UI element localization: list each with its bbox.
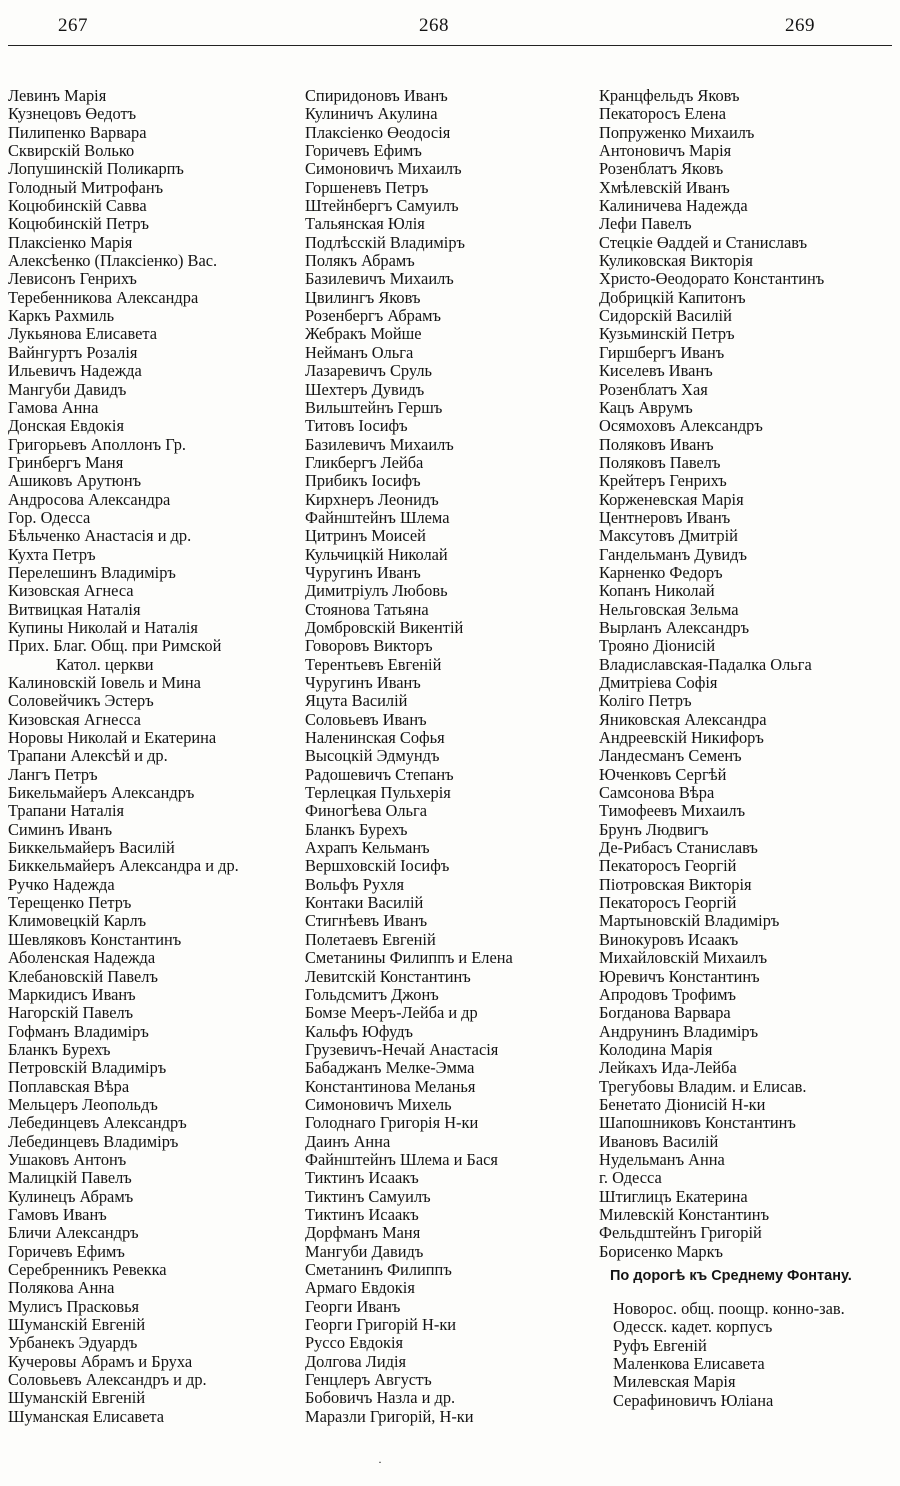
- footer-mark: ·: [378, 1455, 382, 1469]
- list-entry: Ахрапъ Кельманъ: [305, 838, 430, 858]
- list-entry: Кальфъ Юфудъ: [305, 1021, 414, 1041]
- list-entry: Кузнецовъ Өедотъ: [8, 104, 137, 124]
- list-entry: Шехтеръ Дувидъ: [305, 379, 425, 399]
- list-entry: Лукьянова Елисавета: [8, 324, 158, 344]
- list-entry: Нейманъ Ольга: [305, 342, 414, 362]
- list-entry: Карненко Федоръ: [599, 562, 723, 582]
- name-list-column-3-section: [613, 1300, 845, 1410]
- list-entry: Каркъ Рахмиль: [8, 306, 115, 326]
- list-entry: Корженевская Марія: [599, 489, 744, 509]
- list-entry: Мангуби Давидъ: [8, 379, 127, 399]
- list-entry: Гамовъ Иванъ: [8, 1204, 107, 1224]
- list-entry: Аболенская Надежда: [8, 948, 156, 968]
- list-entry: Юревичъ Константинъ: [599, 966, 760, 986]
- list-entry: Осямоховъ Александръ: [599, 416, 763, 436]
- list-entry: Радошевичъ Степанъ: [305, 764, 454, 784]
- list-entry: Гамова Анна: [8, 397, 99, 417]
- list-entry: Ушаковъ Антонъ: [8, 1149, 127, 1169]
- list-entry: Григорьевъ Аполлонъ Гр.: [8, 434, 186, 454]
- list-entry: Трегубовы Владим. и Елисав.: [599, 1076, 807, 1096]
- list-entry: Сметанинъ Филиппъ: [305, 1260, 452, 1279]
- list-entry: Штейнбергъ Самуилъ: [305, 196, 459, 216]
- list-entry: Грузевичъ-Нечай Анастасія: [305, 1039, 499, 1059]
- list-entry: Вырланъ Александръ: [599, 617, 750, 637]
- list-entry: Яниковская Александра: [599, 709, 767, 729]
- list-entry: Лейкахъ Ида-Лейба: [599, 1058, 737, 1078]
- list-entry: Вершховскій Іосифъ: [305, 856, 450, 876]
- list-entry: Терентьевъ Евгеній: [305, 654, 442, 674]
- list-entry: Ашиковъ Арутюнъ: [8, 471, 142, 491]
- list-entry: Кирхнеръ Леонидъ: [305, 489, 439, 509]
- list-entry: Симоновичъ Михель: [305, 1094, 452, 1114]
- list-entry: Левисонъ Генрихъ: [8, 269, 137, 289]
- page-number-center: 268: [419, 15, 449, 36]
- list-entry: Высоцкій Эдмундъ: [305, 746, 440, 766]
- list-entry: Даинъ Анна: [305, 1131, 391, 1151]
- list-entry: Петровскій Владиміръ: [8, 1058, 167, 1078]
- list-entry: Горичевъ Ефимъ: [305, 141, 422, 161]
- list-entry: Лебединцевъ Александръ: [8, 1113, 187, 1133]
- list-entry: Лефи Павелъ: [599, 214, 692, 234]
- list-entry: Бенетато Діонисій Н-ки: [599, 1094, 766, 1114]
- list-entry: Кузьминскій Петръ: [599, 324, 735, 344]
- list-entry: Титовъ Іосифъ: [305, 416, 408, 436]
- list-entry: Тиктинъ Исаакъ: [305, 1204, 419, 1224]
- list-entry: Гор. Одесса: [8, 507, 91, 527]
- name-list-column-3: [599, 87, 824, 1261]
- list-entry: Горичевъ Ефимъ: [8, 1241, 125, 1261]
- list-entry: Полетаевъ Евгеній: [305, 929, 436, 949]
- list-entry: Руссо Евдокія: [305, 1333, 404, 1353]
- list-entry: Норовы Николай и Екатерина: [8, 728, 217, 748]
- list-entry: Жебракъ Мойше: [305, 324, 422, 344]
- list-entry: Шевляковъ Константинъ: [8, 929, 182, 949]
- list-entry: Файнштейнъ Шлема: [305, 507, 450, 527]
- list-entry: Лангъ Петръ: [8, 764, 98, 784]
- list-entry: Кулинецъ Абрамъ: [8, 1186, 134, 1206]
- list-entry: Ландесманъ Семенъ: [599, 746, 742, 766]
- list-entry: Тальянская Юлія: [305, 214, 425, 234]
- header-rule: [8, 45, 892, 46]
- name-list-column-2: [305, 87, 513, 1426]
- list-entry: Кранцфельдъ Яковъ: [599, 86, 740, 105]
- list-entry: Крейтеръ Генрихъ: [599, 471, 727, 491]
- list-entry: Гандельманъ Дувидъ: [599, 544, 747, 564]
- list-entry: Георги Григорій Н-ки: [305, 1315, 457, 1335]
- list-entry: Апродовъ Трофимъ: [599, 984, 736, 1004]
- list-entry: Контаки Василій: [305, 893, 424, 913]
- list-entry: Маркидисъ Иванъ: [8, 984, 136, 1004]
- page-number-left: 267: [58, 15, 88, 36]
- list-entry: Финогѣева Ольга: [305, 801, 427, 821]
- list-entry: Бѣльченко Анастасія и др.: [8, 526, 192, 546]
- list-entry: Брунъ Людвигъ: [599, 819, 709, 839]
- list-entry: Андросова Александра: [8, 489, 171, 509]
- list-entry: Купины Николай и Наталія: [8, 617, 198, 637]
- list-entry: Дмитріева Софія: [599, 673, 718, 692]
- list-entry: Стигнѣевъ Иванъ: [305, 911, 428, 931]
- list-entry: Вольфъ Рухля: [305, 874, 404, 894]
- page-number-right: 269: [785, 15, 815, 36]
- list-entry: Соловьевъ Иванъ: [305, 709, 427, 729]
- list-entry: Добрицкій Капитонъ: [599, 287, 746, 307]
- list-entry: Киселевъ Иванъ: [599, 361, 713, 381]
- list-entry: Генцлеръ Августъ: [305, 1370, 432, 1390]
- list-entry: Лебединцевъ Владиміръ: [8, 1131, 179, 1151]
- list-entry: Куликовская Викторія: [599, 251, 753, 271]
- list-entry: Яцута Василій: [305, 691, 408, 711]
- list-entry: Антоновичъ Марія: [599, 141, 732, 161]
- list-entry: Розенблатъ Яковъ: [599, 159, 724, 179]
- list-entry: Плаксіенко Өеодосія: [305, 122, 451, 142]
- list-entry: Урбанекъ Эдуардъ: [8, 1333, 138, 1353]
- list-entry: Биккельмайеръ Александра и др.: [8, 856, 239, 876]
- list-entry: Гликбергъ Лейба: [305, 452, 424, 472]
- list-entry: Прибикъ Іосифъ: [305, 471, 421, 491]
- list-entry: Цвилингъ Яковъ: [305, 287, 421, 307]
- list-entry: Наленинская Софья: [305, 728, 445, 748]
- list-entry: Гофманъ Владиміръ: [8, 1021, 149, 1041]
- list-entry: Руфъ Евгеній: [613, 1335, 707, 1355]
- list-entry: Димитріулъ Любовь: [305, 581, 448, 601]
- list-entry: Розенблатъ Хая: [599, 379, 708, 399]
- list-entry: Фельдштейнъ Григорій: [599, 1223, 762, 1243]
- list-entry: Кизовская Агнесса: [8, 709, 141, 729]
- list-entry: Файнштейнъ Шлема и Бася: [305, 1149, 498, 1169]
- list-entry: Говоровъ Викторъ: [305, 636, 433, 656]
- list-entry: Поляковъ Павелъ: [599, 452, 721, 472]
- list-entry: Симоновичъ Михаилъ: [305, 159, 462, 179]
- list-entry: Голоднаго Григорія Н-ки: [305, 1113, 479, 1133]
- list-entry: Максутовъ Дмитрій: [599, 526, 738, 546]
- list-entry: Терещенко Петръ: [8, 893, 132, 913]
- list-entry: Армаго Евдокія: [305, 1278, 415, 1298]
- list-entry: Бобовичъ Назла и др.: [305, 1388, 456, 1408]
- list-entry: Самсонова Вѣра: [599, 783, 715, 803]
- list-entry: Нагорскій Павелъ: [8, 1003, 134, 1023]
- list-entry: Піотровская Викторія: [599, 874, 752, 894]
- list-entry: Розенбергъ Абрамъ: [305, 306, 441, 326]
- list-entry: Катол. церкви: [56, 654, 154, 674]
- list-entry: Биккельмайеръ Василій: [8, 838, 175, 858]
- list-entry: Тиктинъ Исаакъ: [305, 1168, 419, 1188]
- list-entry: Базилевичъ Михаилъ: [305, 434, 454, 454]
- list-entry: Калиновскій Іовель и Мина: [8, 673, 201, 692]
- list-entry: Симинъ Иванъ: [8, 819, 113, 839]
- list-entry: Гольдсмитъ Джонъ: [305, 984, 439, 1004]
- list-entry: Калиничева Надежда: [599, 196, 748, 216]
- list-entry: Бабаджанъ Мелке-Эмма: [305, 1058, 475, 1078]
- list-entry: Маленкова Елисавета: [613, 1354, 765, 1374]
- list-entry: Мартыновскій Владиміръ: [599, 911, 780, 931]
- list-entry: Перелешинъ Владиміръ: [8, 562, 176, 582]
- list-entry: Сквирскій Волько: [8, 141, 135, 161]
- list-entry: Георги Иванъ: [305, 1296, 401, 1316]
- list-entry: Бланкъ Бурехъ: [8, 1039, 111, 1059]
- list-entry: Сметанины Филиппъ и Елена: [305, 948, 513, 968]
- list-entry: Бличи Александръ: [8, 1223, 139, 1243]
- list-entry: Ильевичъ Надежда: [8, 361, 142, 381]
- list-entry: Одесск. кадет. корпусъ: [613, 1317, 773, 1337]
- list-entry: Базилевичъ Михаилъ: [305, 269, 454, 289]
- list-entry: Терлецкая Пульхерія: [305, 783, 451, 803]
- list-entry: Коцюбинскій Савва: [8, 196, 147, 216]
- list-entry: Копанъ Николай: [599, 581, 715, 601]
- list-entry: Попруженко Михаилъ: [599, 122, 755, 142]
- list-entry: Голодный Митрофанъ: [8, 177, 164, 197]
- list-entry: Бомзе Мееръ-Лейба и др: [305, 1003, 478, 1023]
- list-entry: Милевскій Константинъ: [599, 1204, 770, 1224]
- list-entry: Гринбергъ Маня: [8, 452, 124, 472]
- list-entry: Тиктинъ Самуилъ: [305, 1186, 431, 1206]
- list-entry: Кизовская Агнеса: [8, 581, 134, 601]
- list-entry: Сидорскій Василій: [599, 306, 732, 326]
- list-entry: Мангуби Давидъ: [305, 1241, 424, 1261]
- list-entry: Соловейчикъ Эстеръ: [8, 691, 154, 711]
- list-entry: Ивановъ Василій: [599, 1131, 719, 1151]
- list-entry: Кульчицкій Николай: [305, 544, 448, 564]
- list-entry: Лопушинскій Поликарпъ: [8, 159, 184, 179]
- list-entry: Пекаторосъ Георгій: [599, 893, 737, 913]
- list-entry: Гиршбергъ Иванъ: [599, 342, 725, 362]
- list-entry: Вайнгуртъ Розалія: [8, 342, 138, 362]
- list-entry: Ручко Надежда: [8, 874, 115, 894]
- list-entry: Нудельманъ Анна: [599, 1149, 725, 1169]
- list-entry: Левинъ Марія: [8, 86, 107, 105]
- list-entry: Витвицкая Наталія: [8, 599, 141, 619]
- list-entry: Центнеровъ Иванъ: [599, 507, 731, 527]
- list-entry: Борисенко Маркъ: [599, 1241, 724, 1261]
- section-heading: По дорогѣ къ Среднему Фонтану.: [610, 1268, 852, 1284]
- list-entry: Подлѣсскій Владиміръ: [305, 232, 466, 252]
- list-entry: Милевская Марія: [613, 1372, 736, 1392]
- list-entry: Константинова Меланья: [305, 1076, 476, 1096]
- list-entry: Штиглицъ Екатерина: [599, 1186, 748, 1206]
- list-entry: Колодина Марія: [599, 1039, 713, 1059]
- list-entry: Полякъ Абрамъ: [305, 251, 415, 271]
- list-entry: Кулиничъ Акулина: [305, 104, 438, 124]
- list-entry: Поплавская Вѣра: [8, 1076, 130, 1096]
- list-entry: Владиславская-Падалка Ольга: [599, 654, 812, 674]
- list-entry: Домбровскій Викентій: [305, 617, 464, 637]
- list-entry: Стоянова Татьяна: [305, 599, 429, 619]
- list-entry: Мулисъ Прасковья: [8, 1296, 140, 1316]
- list-entry: Шуманская Елисавета: [8, 1406, 164, 1426]
- list-entry: Клебановскій Павелъ: [8, 966, 158, 986]
- list-entry: Чуругинъ Иванъ: [305, 562, 421, 582]
- list-entry: Серебренникъ Ревекка: [8, 1260, 167, 1279]
- list-entry: Пилипенко Варвара: [8, 122, 147, 142]
- list-entry: Трапани Алексѣй и др.: [8, 746, 168, 766]
- list-entry: Цитринъ Моисей: [305, 526, 426, 546]
- list-entry: Нельговская Зельма: [599, 599, 739, 619]
- list-entry: Долгова Лидія: [305, 1351, 407, 1371]
- list-entry: Алексѣенко (Плаксіенко) Вас.: [8, 251, 218, 271]
- list-entry: Де-Рибасъ Станиславъ: [599, 838, 758, 858]
- list-entry: Трапани Наталія: [8, 801, 125, 821]
- list-entry: Полякова Анна: [8, 1278, 115, 1298]
- list-entry: Новорос. общ. поощр. конно-зав.: [613, 1299, 845, 1318]
- list-entry: Дорфманъ Маня: [305, 1223, 421, 1243]
- list-entry: Христо-Өеодорато Константинъ: [599, 269, 825, 289]
- list-entry: Поляковъ Иванъ: [599, 434, 714, 454]
- list-entry: Малицкій Павелъ: [8, 1168, 132, 1188]
- list-entry: Спиридоновъ Иванъ: [305, 86, 448, 105]
- list-entry: Стецкіе Өаддей и Станиславъ: [599, 232, 808, 252]
- list-entry: Чуругинъ Иванъ: [305, 673, 421, 692]
- list-entry: Андрунинъ Владиміръ: [599, 1021, 759, 1041]
- list-entry: Кухта Петръ: [8, 544, 96, 564]
- list-entry: Мельцеръ Леопольдъ: [8, 1094, 158, 1114]
- list-entry: Андреевскій Никифоръ: [599, 728, 764, 748]
- list-entry: Маразли Григорій, Н-ки: [305, 1406, 474, 1426]
- list-entry: Богданова Варвара: [599, 1003, 731, 1023]
- list-entry: Лазаревичъ Сруль: [305, 361, 432, 381]
- list-entry: Кацъ Аврумъ: [599, 397, 693, 417]
- list-entry: Хмѣлевскій Иванъ: [599, 177, 730, 197]
- list-entry: Трояно Діонисій: [599, 636, 716, 656]
- list-entry: Шуманскій Евгеній: [8, 1388, 146, 1408]
- list-entry: Соловьевъ Александръ и др.: [8, 1370, 207, 1390]
- list-entry: Донская Евдокія: [8, 416, 124, 436]
- list-entry: Юченковъ Сергѣй: [599, 764, 727, 784]
- list-entry: Шапошниковъ Константинъ: [599, 1113, 796, 1133]
- list-entry: Шуманскій Евгеній: [8, 1315, 146, 1335]
- list-entry: Вильштейнъ Гершъ: [305, 397, 443, 417]
- list-entry: Тимофеевъ Михаилъ: [599, 801, 746, 821]
- list-entry: Бланкъ Бурехъ: [305, 819, 408, 839]
- list-entry: Плаксіенко Марія: [8, 232, 133, 252]
- list-entry: Кучеровы Абрамъ и Бруха: [8, 1351, 193, 1371]
- list-entry: Прих. Благ. Общ. при Римской: [8, 636, 222, 656]
- list-entry: Бикельмайеръ Александръ: [8, 783, 195, 803]
- list-entry: Левитскій Константинъ: [305, 966, 471, 986]
- list-entry: Пекаторосъ Георгій: [599, 856, 737, 876]
- list-entry: Винокуровъ Исаакъ: [599, 929, 739, 949]
- name-list-column-1: [8, 87, 239, 1426]
- list-entry: Коцюбинскій Петръ: [8, 214, 150, 234]
- list-entry: Теребенникова Александра: [8, 287, 199, 307]
- list-entry: Пекаторосъ Елена: [599, 104, 726, 124]
- list-entry: Климовецкій Карлъ: [8, 911, 147, 931]
- list-entry: Михайловскій Михаилъ: [599, 948, 768, 968]
- list-entry: Горшеневъ Петръ: [305, 177, 429, 197]
- list-entry: г. Одесса: [599, 1168, 662, 1188]
- list-entry: Серафиновичъ Юліана: [613, 1390, 774, 1410]
- list-entry: Коліго Петръ: [599, 691, 692, 711]
